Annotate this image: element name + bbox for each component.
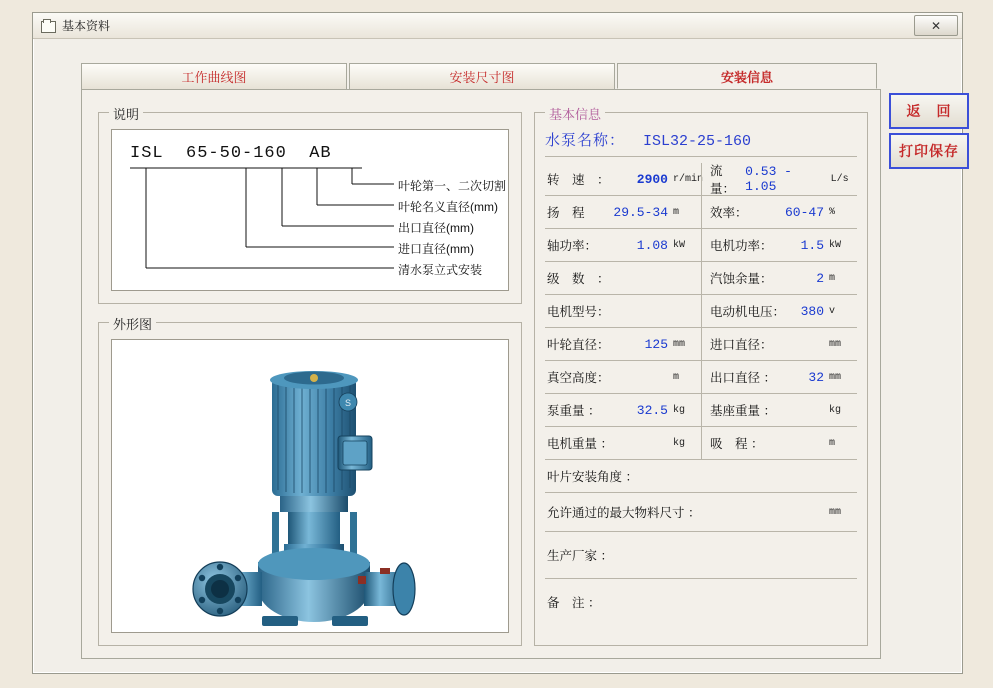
spec-label: 生产厂家 ： (547, 549, 613, 563)
spec-cell-outlet-diameter[interactable] (701, 361, 857, 393)
spec-row (545, 295, 857, 328)
spec-value: 1.08 (636, 237, 668, 253)
spec-label: 电机重量 ： (547, 437, 613, 451)
model-code-diagram (111, 129, 509, 291)
outline-drawing-group-title: 外形图 (109, 314, 156, 333)
basic-info-group (534, 107, 868, 646)
spec-unit: kg (673, 437, 686, 449)
svg-text:S: S (344, 398, 352, 408)
leader-label-outlet-diameter: 出口直径(mm) (398, 221, 474, 235)
tab-panel-installation-info (81, 89, 881, 659)
spec-cell-pump-weight[interactable] (545, 394, 701, 426)
spec-label: 备 注 ： (547, 596, 601, 610)
spec-unit: kW (829, 239, 842, 251)
spec-cell-npsh[interactable] (701, 262, 857, 294)
spec-row (545, 394, 857, 427)
spec-row (545, 163, 857, 196)
spec-label: 效率： (710, 206, 748, 220)
description-group-title: 说明 (109, 104, 143, 123)
spec-label: 允许通过的最大物料尺寸 ： (547, 506, 701, 520)
spec-unit: mm (829, 371, 842, 383)
spec-cell-head[interactable] (545, 196, 701, 228)
spec-row (545, 229, 857, 262)
spec-cell-motor-voltage[interactable] (701, 295, 857, 327)
pump-photo (111, 339, 509, 633)
spec-label: 电动机电压： (710, 305, 786, 319)
spec-unit: mm (673, 338, 686, 350)
spec-row (545, 196, 857, 229)
spec-value: 125 (644, 336, 668, 352)
spec-value: 32 (808, 369, 824, 385)
spec-cell-blade-angle[interactable] (545, 460, 857, 492)
basic-info-group-title: 基本信息 (545, 104, 605, 123)
spec-label: 出口直径 ： (710, 371, 776, 385)
spec-label: 基座重量 ： (710, 404, 776, 418)
spec-unit: m (673, 206, 680, 218)
spec-unit: mm (829, 338, 842, 350)
spec-row (545, 328, 857, 361)
tab-installation-info[interactable]: 安装信息 (617, 63, 877, 89)
model-code-text: ISL 65-50-160 AB (130, 144, 332, 163)
spec-unit: kg (673, 404, 686, 416)
spec-cell-max-particle-size[interactable] (545, 493, 857, 531)
spec-cell-impeller-diameter[interactable] (545, 328, 701, 360)
spec-label: 汽蚀余量： (710, 272, 773, 286)
spec-unit: L/s (830, 173, 849, 185)
pump-name-row (545, 129, 857, 157)
spec-grid (545, 163, 857, 625)
spec-unit: m (829, 437, 836, 449)
spec-cell-flow[interactable] (701, 163, 857, 195)
spec-label: 真空高度： (547, 371, 610, 385)
spec-unit: r/min (673, 173, 704, 185)
close-button[interactable]: ✕ (914, 15, 958, 36)
spec-row (545, 532, 857, 579)
spec-label: 吸 程 ： (710, 437, 764, 451)
spec-label: 流量： (710, 164, 736, 196)
leader-label-impeller-diameter: 叶轮名义直径(mm) (398, 200, 498, 214)
pump-illustration-icon (112, 340, 508, 632)
title-bar (33, 13, 962, 39)
spec-unit: kg (829, 404, 842, 416)
pump-name-value: ISL32-25-160 (643, 133, 752, 150)
spec-label: 叶轮直径： (547, 338, 610, 352)
spec-cell-efficiency[interactable] (701, 196, 857, 228)
spec-unit: v (829, 305, 836, 317)
tab-installation-dimensions[interactable]: 安装尺寸图 (349, 63, 615, 89)
tab-performance-curve[interactable]: 工作曲线图 (81, 63, 347, 89)
spec-label: 电机型号： (547, 305, 610, 319)
spec-row (545, 579, 857, 625)
spec-row (545, 493, 857, 532)
spec-cell-speed[interactable] (545, 163, 704, 195)
spec-label: 泵重量 ： (547, 404, 601, 418)
spec-label: 电机功率： (710, 239, 773, 253)
spec-value: 1.5 (800, 237, 824, 253)
spec-value: 60-47 (784, 204, 824, 220)
spec-cell-stages[interactable] (545, 262, 701, 294)
spec-row (545, 460, 857, 493)
leader-label-impeller-cut: 叶轮第一、二次切割 (398, 179, 507, 193)
document-icon (41, 19, 57, 33)
tab-strip (81, 63, 881, 90)
spec-label: 轴功率： (547, 239, 598, 253)
spec-cell-manufacturer[interactable] (545, 532, 857, 578)
leader-label-pump-type: 清水泵立式安装 (398, 263, 483, 277)
spec-unit: m (829, 272, 836, 284)
spec-cell-base-weight[interactable] (701, 394, 857, 426)
spec-value: 0.53 - 1.05 (745, 164, 792, 194)
main-window (32, 12, 963, 674)
spec-row (545, 262, 857, 295)
spec-cell-vacuum-height[interactable] (545, 361, 701, 393)
spec-unit: m (673, 371, 680, 383)
print-save-button[interactable]: 打印保存 (889, 133, 969, 169)
spec-cell-motor-power[interactable] (701, 229, 857, 261)
spec-cell-shaft-power[interactable] (545, 229, 701, 261)
spec-row (545, 361, 857, 394)
spec-label: 转 速 ： (547, 173, 610, 187)
spec-unit: mm (829, 506, 842, 518)
spec-value: 2900 (636, 171, 668, 187)
spec-label: 叶片安装角度 ： (547, 470, 638, 484)
spec-value: 29.5-34 (613, 204, 668, 220)
spec-label: 进口直径： (710, 338, 773, 352)
spec-value: 2 (816, 270, 824, 286)
spec-cell-suction-lift[interactable] (701, 427, 857, 459)
window-title: 基本资料 (62, 19, 111, 33)
spec-unit: kW (673, 239, 686, 251)
spec-unit: % (829, 206, 836, 218)
spec-row (545, 427, 857, 460)
spec-label: 级 数 ： (547, 272, 610, 286)
leader-label-inlet-diameter: 进口直径(mm) (398, 242, 474, 256)
spec-cell-remark[interactable] (545, 579, 857, 625)
outline-drawing-group (98, 317, 522, 646)
spec-value: 32.5 (636, 402, 668, 418)
pump-name-label: 水泵名称： (545, 132, 626, 149)
spec-cell-motor-weight[interactable] (545, 427, 701, 459)
spec-label: 扬 程 (547, 206, 585, 220)
back-button[interactable]: 返 回 (889, 93, 969, 129)
spec-cell-motor-model[interactable] (545, 295, 701, 327)
spec-value: 380 (800, 303, 824, 319)
description-group (98, 107, 522, 304)
spec-cell-inlet-diameter[interactable] (701, 328, 857, 360)
